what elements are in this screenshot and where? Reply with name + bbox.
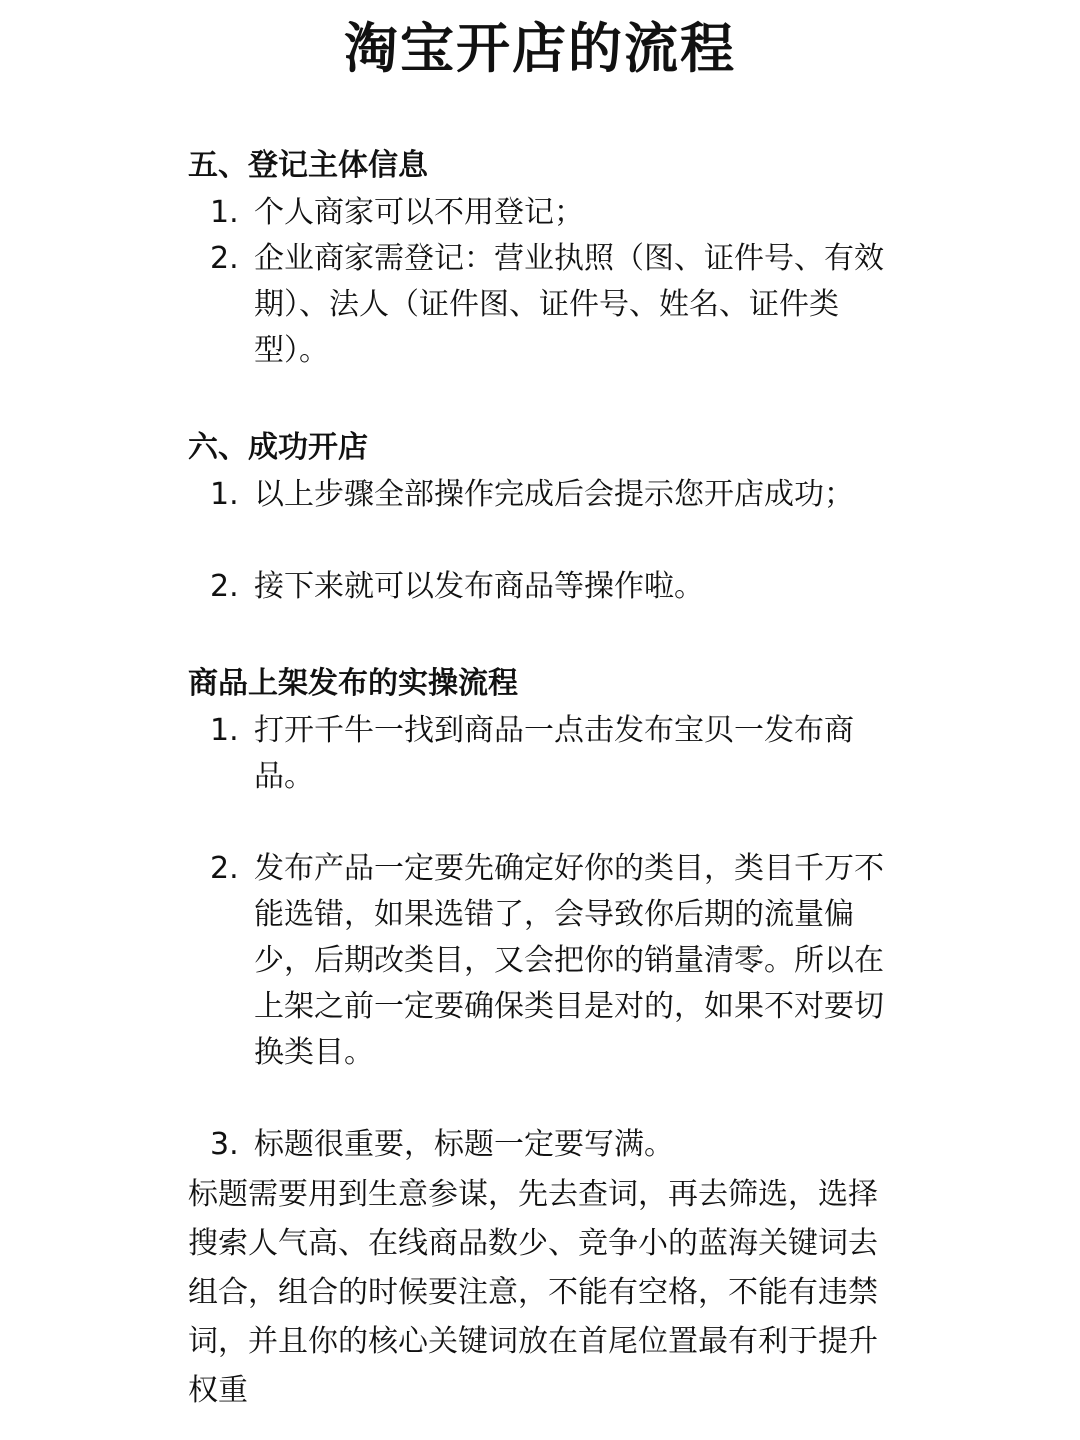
- list-item: [210, 708, 900, 800]
- list-item-text: 企业商家需登记：营业执照（图、证件号、有效期）、法人（证件图、证件号、姓名、证件类型）。: [254, 241, 884, 368]
- list-item-text: 以上步骤全部操作完成后会提示您开店成功；: [254, 477, 854, 512]
- list-item-text: 打开千牛一找到商品一点击发布宝贝一发布商品。: [254, 713, 854, 794]
- section-heading-product-listing: 商品上架发布的实操流程: [188, 666, 518, 701]
- section-heading-open-shop: 六、成功开店: [188, 430, 368, 465]
- list-item-text: 接下来就可以发布商品等操作啦。: [254, 569, 704, 604]
- section-heading-register: 五、登记主体信息: [188, 148, 428, 183]
- list-item-number: 1.: [210, 195, 239, 230]
- list-item-number: 1.: [210, 713, 239, 748]
- list-item: [210, 846, 900, 1076]
- list-item-text: 标题很重要，标题一定要写满。: [254, 1127, 674, 1162]
- list-item: [210, 190, 900, 236]
- list-item-number: 3.: [210, 1127, 239, 1162]
- list-item: [210, 472, 900, 518]
- list-item-number: 2.: [210, 851, 239, 886]
- list-item-number: 2.: [210, 569, 239, 604]
- list-item-number: 1.: [210, 477, 239, 512]
- page-title: 淘宝开店的流程: [344, 17, 736, 80]
- list-item: [210, 1122, 900, 1168]
- list-item: [210, 564, 900, 610]
- list-item-text: 发布产品一定要先确定好你的类目，类目千万不能选错，如果选错了，会导致你后期的流量偏少，后期改类目，又会把你的销量清零。所以在上架之前一定要确保类目是对的，如果不对要切换类目。: [254, 851, 884, 1070]
- list-item-number: 2.: [210, 241, 239, 276]
- list-item-text: 个人商家可以不用登记；: [254, 195, 584, 230]
- title-tips-paragraph: 标题需要用到生意参谋，先去查词，再去筛选，选择搜索人气高、在线商品数少、竞争小的蓝海关键词去组合，组合的时候要注意，不能有空格，不能有违禁词，并且你的核心关键词放在首尾位置最有利于提升权重: [188, 1177, 878, 1408]
- list-item: [210, 236, 900, 374]
